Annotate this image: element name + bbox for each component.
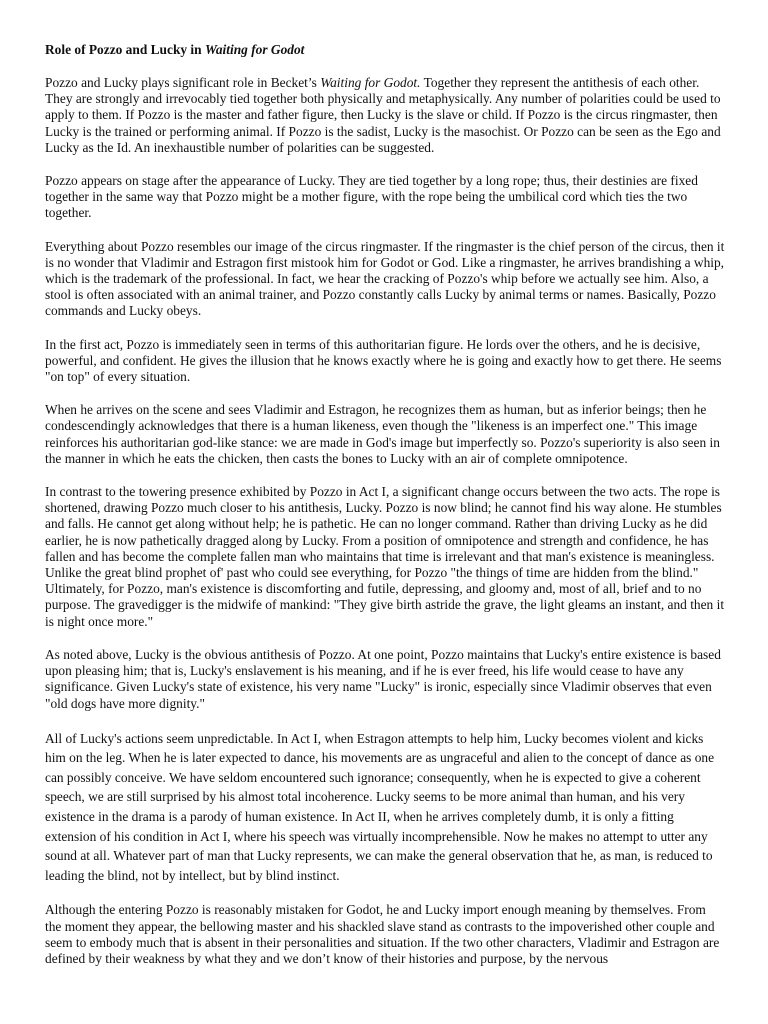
paragraph-1-work-title: Waiting for Godot. (320, 75, 421, 90)
paragraph-3: Everything about Pozzo resembles our image of the circus ringmaster. If the ringmaster is the chief person of the circus, then it is no wonder that Vladimir and Estragon first mistook him for Godot or God. Like a ringmaster, he arrives brandishing a whip, which is the trademark of the professional. In fact, we hear the cracking of Pozzo's whip before we actually see him. Also, a stool is often associated with an animal trainer, and Pozzo constantly calls Lucky by animal terms or names. Basically, Pozzo commands and Lucky obeys. (45, 238, 725, 319)
title-work: Waiting for Godot (204, 42, 305, 57)
document-page (45, 41, 725, 984)
document-title (45, 41, 725, 58)
paragraph-4: In the first act, Pozzo is immediately seen in terms of this authoritarian figure. He lords over the others, and he is decisive, powerful, and confident. He gives the illusion that he knows exactly where he is going and exactly how to get there. He seems "on top" of every situation. (45, 336, 722, 385)
paragraph-6: In contrast to the towering presence exhibited by Pozzo in Act I, a significant change occurs between the two acts. The rope is shortened, drawing Pozzo much closer to his antithesis, Lucky. Pozzo is now blind; he cannot find his way alone. He stumbles and falls. He cannot get along without help; he is pathetic. He can no longer command. Rather than driving Lucky as he did earlier, he is now pathetically dragged along by Lucky. From a position of omnipotence and strength and confidence, he has fallen and has become the complete fallen man who maintains that time is irrelevant and that man's existence is meaningless. Unlike the great blind prophet of' past who could see everything, for Pozzo "the things of time are hidden from the blind." Ultimately, for Pozzo, man's existence is discomforting and futile, depressing, and gloomy and, most of all, brief and to no purpose. The gravedigger is the midwife of mankind: "They give birth astride the grave, the light gleams an instant, and then it is night once more." (45, 484, 725, 629)
paragraph-1-rest: Together they represent the antithesis of each other. They are strongly and irrevocably tied together both physically and metaphysically. Any number of polarities could be used to apply to them. If Pozzo is the master and father figure, then Lucky is the slave or child. If Pozzo is the circus ringmaster, then Lucky is the trained or performing animal. If Pozzo is the sadist, Lucky is the masochist. Or Pozzo can be seen as the Ego and Lucky as the Id. An inexhaustible number of polarities can be suggested. (45, 75, 721, 155)
paragraph-8: All of Lucky's actions seem unpredictable. In Act I, when Estragon attempts to help him, Lucky becomes violent and kicks him on the leg. When he is later expected to dance, his movements are as ungraceful and alien to the concept of dance as one can possibly conceive. We have seldom encountered such ignorance; consequently, when he is expected to give a coherent speech, we are still surprised by his almost total incoherence. Lucky seems to be more animal than human, and his very existence in the drama is a parody of human existence. In Act II, when he arrives completely dumb, it is only a fitting extension of his condition in Act I, where his speech was virtually incomprehensible. Now he makes no attempt to utter any sound at all. Whatever part of man that Lucky represents, we can make the general observation that he, as man, is reduced to leading the blind, not by intellect, but by blind instinct. (45, 730, 715, 883)
paragraph-1 (45, 75, 725, 156)
paragraph-5: When he arrives on the scene and sees Vladimir and Estragon, he recognizes them as human, but as inferior beings; then he condescendingly acknowledges that there is a human likeness, even though the "likeness is an imperfect one." This image reinforces his authoritarian god-like stance: we are made in God's image but imperfectly so. Pozzo's superiority is also seen in the manner in which he eats the chicken, then casts the bones to Lucky with an air of complete omnipotence. (45, 402, 720, 466)
paragraph-7: As noted above, Lucky is the obvious antithesis of Pozzo. At one point, Pozzo maintains that Lucky's entire existence is based upon pleasing him; that is, Lucky's enslavement is his meaning, and if he is ever freed, his life would cease to have any significance. Given Lucky's state of existence, his very name "Lucky" is ironic, especially since Vladimir observes that even "old dogs have more dignity." (45, 646, 721, 711)
paragraph-2: Pozzo appears on stage after the appearance of Lucky. They are tied together by a long rope; thus, their destinies are fixed together in the same way that Pozzo might be a mother figure, with the rope being the umbilical cord which ties the two together. (45, 173, 698, 221)
title-prefix: Role of Pozzo and Lucky in (45, 42, 205, 57)
paragraph-1-start: Pozzo and Lucky plays significant role in Becket’s (45, 75, 321, 90)
paragraph-9: Although the entering Pozzo is reasonably mistaken for Godot, he and Lucky import enough meaning by themselves. From the moment they appear, the bellowing master and his shackled slave stand as contrasts to the impoverished other couple and seem to embody much that is absent in their personalities and situation. If the two other characters, Vladimir and Estragon are defined by their weakness by what they and we don’t know of their histories and purpose, by the nervous (45, 902, 720, 967)
